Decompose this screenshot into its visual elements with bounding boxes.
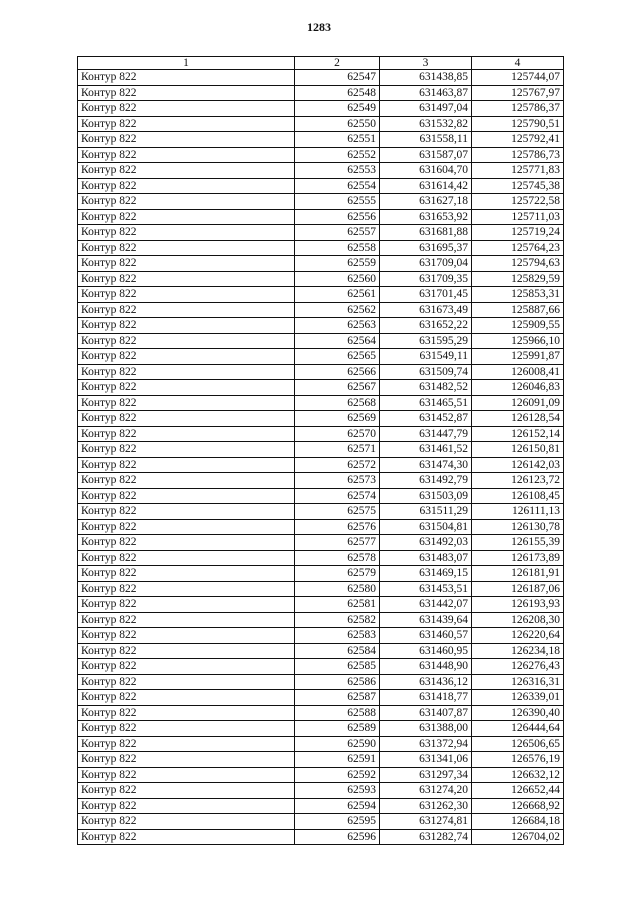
point-number-cell: 62557 — [295, 225, 380, 241]
contour-name-cell: Контур 822 — [78, 225, 295, 241]
x-coordinate-cell: 631341,06 — [380, 752, 472, 768]
x-coordinate-cell: 631469,15 — [380, 566, 472, 582]
contour-name-cell: Контур 822 — [78, 721, 295, 737]
table-row — [78, 163, 564, 179]
y-coordinate-cell: 126123,72 — [472, 473, 564, 489]
table-row — [78, 535, 564, 551]
y-coordinate-cell: 126142,03 — [472, 457, 564, 473]
contour-name-cell: Контур 822 — [78, 194, 295, 210]
point-number-cell: 62562 — [295, 302, 380, 318]
contour-name-cell: Контур 822 — [78, 473, 295, 489]
point-number-cell: 62572 — [295, 457, 380, 473]
x-coordinate-cell: 631497,04 — [380, 101, 472, 117]
y-coordinate-cell: 125786,37 — [472, 101, 564, 117]
point-number-cell: 62587 — [295, 690, 380, 706]
y-coordinate-cell: 126220,64 — [472, 628, 564, 644]
point-number-cell: 62582 — [295, 612, 380, 628]
y-coordinate-cell: 126173,89 — [472, 550, 564, 566]
point-number-cell: 62549 — [295, 101, 380, 117]
y-coordinate-cell: 125792,41 — [472, 132, 564, 148]
table-row — [78, 488, 564, 504]
point-number-cell: 62551 — [295, 132, 380, 148]
point-number-cell: 62586 — [295, 674, 380, 690]
point-number-cell: 62573 — [295, 473, 380, 489]
x-coordinate-cell: 631482,52 — [380, 380, 472, 396]
point-number-cell: 62555 — [295, 194, 380, 210]
table-row — [78, 209, 564, 225]
contour-name-cell: Контур 822 — [78, 101, 295, 117]
point-number-cell: 62595 — [295, 814, 380, 830]
point-number-cell: 62580 — [295, 581, 380, 597]
contour-name-cell: Контур 822 — [78, 535, 295, 551]
contour-name-cell: Контур 822 — [78, 814, 295, 830]
point-number-cell: 62556 — [295, 209, 380, 225]
table-row — [78, 752, 564, 768]
contour-name-cell: Контур 822 — [78, 349, 295, 365]
point-number-cell: 62584 — [295, 643, 380, 659]
contour-name-cell: Контур 822 — [78, 411, 295, 427]
contour-name-cell: Контур 822 — [78, 395, 295, 411]
contour-name-cell: Контур 822 — [78, 426, 295, 442]
column-header-2: 2 — [295, 57, 380, 70]
y-coordinate-cell: 126111,13 — [472, 504, 564, 520]
contour-name-cell: Контур 822 — [78, 488, 295, 504]
y-coordinate-cell: 125909,55 — [472, 318, 564, 334]
point-number-cell: 62553 — [295, 163, 380, 179]
y-coordinate-cell: 125966,10 — [472, 333, 564, 349]
contour-name-cell: Контур 822 — [78, 271, 295, 287]
y-coordinate-cell: 125853,31 — [472, 287, 564, 303]
contour-name-cell: Контур 822 — [78, 442, 295, 458]
table-row — [78, 581, 564, 597]
contour-name-cell: Контур 822 — [78, 597, 295, 613]
contour-name-cell: Контур 822 — [78, 829, 295, 845]
contour-name-cell: Контур 822 — [78, 581, 295, 597]
x-coordinate-cell: 631709,04 — [380, 256, 472, 272]
table-row — [78, 70, 564, 86]
x-coordinate-cell: 631442,07 — [380, 597, 472, 613]
y-coordinate-cell: 126234,18 — [472, 643, 564, 659]
table-row — [78, 442, 564, 458]
table-row — [78, 612, 564, 628]
table-row — [78, 194, 564, 210]
table-row — [78, 333, 564, 349]
contour-name-cell: Контур 822 — [78, 287, 295, 303]
table-row — [78, 287, 564, 303]
y-coordinate-cell: 126632,12 — [472, 767, 564, 783]
y-coordinate-cell: 126181,91 — [472, 566, 564, 582]
contour-name-cell: Контур 822 — [78, 147, 295, 163]
point-number-cell: 62581 — [295, 597, 380, 613]
table-row — [78, 628, 564, 644]
point-number-cell: 62568 — [295, 395, 380, 411]
x-coordinate-cell: 631652,22 — [380, 318, 472, 334]
point-number-cell: 62578 — [295, 550, 380, 566]
contour-name-cell: Контур 822 — [78, 364, 295, 380]
x-coordinate-cell: 631438,85 — [380, 70, 472, 86]
y-coordinate-cell: 125829,59 — [472, 271, 564, 287]
x-coordinate-cell: 631653,92 — [380, 209, 472, 225]
contour-name-cell: Контур 822 — [78, 690, 295, 706]
x-coordinate-cell: 631614,42 — [380, 178, 472, 194]
x-coordinate-cell: 631695,37 — [380, 240, 472, 256]
table-row — [78, 395, 564, 411]
table-row — [78, 814, 564, 830]
x-coordinate-cell: 631372,94 — [380, 736, 472, 752]
table-row — [78, 349, 564, 365]
table-row — [78, 643, 564, 659]
point-number-cell: 62571 — [295, 442, 380, 458]
table-body — [78, 70, 564, 845]
table-row — [78, 566, 564, 582]
table-row — [78, 829, 564, 845]
x-coordinate-cell: 631558,11 — [380, 132, 472, 148]
point-number-cell: 62579 — [295, 566, 380, 582]
contour-name-cell: Контур 822 — [78, 783, 295, 799]
point-number-cell: 62564 — [295, 333, 380, 349]
table-row — [78, 798, 564, 814]
table-row — [78, 101, 564, 117]
y-coordinate-cell: 126506,65 — [472, 736, 564, 752]
x-coordinate-cell: 631511,29 — [380, 504, 472, 520]
table-row — [78, 473, 564, 489]
y-coordinate-cell: 126155,39 — [472, 535, 564, 551]
point-number-cell: 62591 — [295, 752, 380, 768]
point-number-cell: 62547 — [295, 70, 380, 86]
point-number-cell: 62576 — [295, 519, 380, 535]
point-number-cell: 62569 — [295, 411, 380, 427]
table-row — [78, 426, 564, 442]
x-coordinate-cell: 631453,51 — [380, 581, 472, 597]
y-coordinate-cell: 126444,64 — [472, 721, 564, 737]
contour-name-cell: Контур 822 — [78, 333, 295, 349]
contour-name-cell: Контур 822 — [78, 163, 295, 179]
table-row — [78, 659, 564, 675]
contour-name-cell: Контур 822 — [78, 256, 295, 272]
table-row — [78, 597, 564, 613]
table-row — [78, 302, 564, 318]
table-row — [78, 783, 564, 799]
x-coordinate-cell: 631407,87 — [380, 705, 472, 721]
point-number-cell: 62594 — [295, 798, 380, 814]
y-coordinate-cell: 126668,92 — [472, 798, 564, 814]
contour-name-cell: Контур 822 — [78, 752, 295, 768]
y-coordinate-cell: 125771,83 — [472, 163, 564, 179]
x-coordinate-cell: 631532,82 — [380, 116, 472, 132]
y-coordinate-cell: 126008,41 — [472, 364, 564, 380]
contour-name-cell: Контур 822 — [78, 798, 295, 814]
point-number-cell: 62558 — [295, 240, 380, 256]
x-coordinate-cell: 631465,51 — [380, 395, 472, 411]
table-row — [78, 85, 564, 101]
x-coordinate-cell: 631604,70 — [380, 163, 472, 179]
x-coordinate-cell: 631274,81 — [380, 814, 472, 830]
y-coordinate-cell: 126684,18 — [472, 814, 564, 830]
table-row — [78, 457, 564, 473]
x-coordinate-cell: 631673,49 — [380, 302, 472, 318]
x-coordinate-cell: 631447,79 — [380, 426, 472, 442]
y-coordinate-cell: 126208,30 — [472, 612, 564, 628]
contour-name-cell: Контур 822 — [78, 519, 295, 535]
contour-name-cell: Контур 822 — [78, 457, 295, 473]
table-row — [78, 256, 564, 272]
table-row — [78, 364, 564, 380]
table-row — [78, 132, 564, 148]
x-coordinate-cell: 631492,79 — [380, 473, 472, 489]
y-coordinate-cell: 125767,97 — [472, 85, 564, 101]
y-coordinate-cell: 125745,38 — [472, 178, 564, 194]
y-coordinate-cell: 126130,78 — [472, 519, 564, 535]
point-number-cell: 62583 — [295, 628, 380, 644]
point-number-cell: 62565 — [295, 349, 380, 365]
x-coordinate-cell: 631587,07 — [380, 147, 472, 163]
contour-name-cell: Контур 822 — [78, 504, 295, 520]
point-number-cell: 62585 — [295, 659, 380, 675]
y-coordinate-cell: 125744,07 — [472, 70, 564, 86]
y-coordinate-cell: 125722,58 — [472, 194, 564, 210]
x-coordinate-cell: 631461,52 — [380, 442, 472, 458]
contour-name-cell: Контур 822 — [78, 628, 295, 644]
table-row — [78, 705, 564, 721]
x-coordinate-cell: 631474,30 — [380, 457, 472, 473]
y-coordinate-cell: 125790,51 — [472, 116, 564, 132]
x-coordinate-cell: 631297,34 — [380, 767, 472, 783]
table-row — [78, 550, 564, 566]
contour-name-cell: Контур 822 — [78, 240, 295, 256]
y-coordinate-cell: 125719,24 — [472, 225, 564, 241]
contour-name-cell: Контур 822 — [78, 736, 295, 752]
x-coordinate-cell: 631483,07 — [380, 550, 472, 566]
point-number-cell: 62554 — [295, 178, 380, 194]
x-coordinate-cell: 631262,30 — [380, 798, 472, 814]
point-number-cell: 62563 — [295, 318, 380, 334]
table-row — [78, 519, 564, 535]
y-coordinate-cell: 126091,09 — [472, 395, 564, 411]
x-coordinate-cell: 631509,74 — [380, 364, 472, 380]
contour-name-cell: Контур 822 — [78, 85, 295, 101]
column-header-1: 1 — [78, 57, 295, 70]
table-row — [78, 271, 564, 287]
y-coordinate-cell: 126187,06 — [472, 581, 564, 597]
x-coordinate-cell: 631388,00 — [380, 721, 472, 737]
y-coordinate-cell: 126108,45 — [472, 488, 564, 504]
point-number-cell: 62574 — [295, 488, 380, 504]
y-coordinate-cell: 125711,03 — [472, 209, 564, 225]
table-row — [78, 225, 564, 241]
contour-name-cell: Контур 822 — [78, 116, 295, 132]
x-coordinate-cell: 631709,35 — [380, 271, 472, 287]
x-coordinate-cell: 631439,64 — [380, 612, 472, 628]
point-number-cell: 62560 — [295, 271, 380, 287]
x-coordinate-cell: 631418,77 — [380, 690, 472, 706]
contour-name-cell: Контур 822 — [78, 550, 295, 566]
x-coordinate-cell: 631436,12 — [380, 674, 472, 690]
contour-name-cell: Контур 822 — [78, 566, 295, 582]
y-coordinate-cell: 126046,83 — [472, 380, 564, 396]
table-row — [78, 178, 564, 194]
table-row — [78, 767, 564, 783]
table-row — [78, 504, 564, 520]
point-number-cell: 62592 — [295, 767, 380, 783]
y-coordinate-cell: 126316,31 — [472, 674, 564, 690]
y-coordinate-cell: 126193,93 — [472, 597, 564, 613]
contour-name-cell: Контур 822 — [78, 70, 295, 86]
contour-name-cell: Контур 822 — [78, 612, 295, 628]
column-header-4: 4 — [472, 57, 564, 70]
point-number-cell: 62550 — [295, 116, 380, 132]
x-coordinate-cell: 631701,45 — [380, 287, 472, 303]
y-coordinate-cell: 125786,73 — [472, 147, 564, 163]
contour-name-cell: Контур 822 — [78, 132, 295, 148]
table-row — [78, 411, 564, 427]
table-row — [78, 721, 564, 737]
y-coordinate-cell: 125794,63 — [472, 256, 564, 272]
table-row — [78, 674, 564, 690]
column-header-3: 3 — [380, 57, 472, 70]
x-coordinate-cell: 631460,57 — [380, 628, 472, 644]
table-row — [78, 318, 564, 334]
page-number: 1283 — [307, 20, 331, 34]
contour-name-cell: Контур 822 — [78, 767, 295, 783]
x-coordinate-cell: 631595,29 — [380, 333, 472, 349]
coordinates-table — [77, 56, 564, 845]
y-coordinate-cell: 126150,81 — [472, 442, 564, 458]
table-row — [78, 147, 564, 163]
contour-name-cell: Контур 822 — [78, 209, 295, 225]
x-coordinate-cell: 631492,03 — [380, 535, 472, 551]
x-coordinate-cell: 631549,11 — [380, 349, 472, 365]
y-coordinate-cell: 125887,66 — [472, 302, 564, 318]
point-number-cell: 62559 — [295, 256, 380, 272]
point-number-cell: 62596 — [295, 829, 380, 845]
x-coordinate-cell: 631460,95 — [380, 643, 472, 659]
point-number-cell: 62548 — [295, 85, 380, 101]
y-coordinate-cell: 126276,43 — [472, 659, 564, 675]
point-number-cell: 62575 — [295, 504, 380, 520]
table-row — [78, 380, 564, 396]
x-coordinate-cell: 631627,18 — [380, 194, 472, 210]
point-number-cell: 62561 — [295, 287, 380, 303]
point-number-cell: 62566 — [295, 364, 380, 380]
x-coordinate-cell: 631504,81 — [380, 519, 472, 535]
contour-name-cell: Контур 822 — [78, 674, 295, 690]
contour-name-cell: Контур 822 — [78, 178, 295, 194]
y-coordinate-cell: 126390,40 — [472, 705, 564, 721]
point-number-cell: 62577 — [295, 535, 380, 551]
table-row — [78, 240, 564, 256]
x-coordinate-cell: 631274,20 — [380, 783, 472, 799]
y-coordinate-cell: 126128,54 — [472, 411, 564, 427]
y-coordinate-cell: 126704,02 — [472, 829, 564, 845]
point-number-cell: 62552 — [295, 147, 380, 163]
table-header-row — [78, 57, 564, 70]
x-coordinate-cell: 631448,90 — [380, 659, 472, 675]
table-row — [78, 690, 564, 706]
y-coordinate-cell: 125764,23 — [472, 240, 564, 256]
y-coordinate-cell: 125991,87 — [472, 349, 564, 365]
y-coordinate-cell: 126576,19 — [472, 752, 564, 768]
contour-name-cell: Контур 822 — [78, 380, 295, 396]
x-coordinate-cell: 631681,88 — [380, 225, 472, 241]
contour-name-cell: Контур 822 — [78, 318, 295, 334]
point-number-cell: 62590 — [295, 736, 380, 752]
x-coordinate-cell: 631282,74 — [380, 829, 472, 845]
x-coordinate-cell: 631463,87 — [380, 85, 472, 101]
point-number-cell: 62588 — [295, 705, 380, 721]
point-number-cell: 62593 — [295, 783, 380, 799]
y-coordinate-cell: 126152,14 — [472, 426, 564, 442]
point-number-cell: 62567 — [295, 380, 380, 396]
x-coordinate-cell: 631503,09 — [380, 488, 472, 504]
y-coordinate-cell: 126652,44 — [472, 783, 564, 799]
point-number-cell: 62589 — [295, 721, 380, 737]
contour-name-cell: Контур 822 — [78, 302, 295, 318]
table-row — [78, 736, 564, 752]
contour-name-cell: Контур 822 — [78, 705, 295, 721]
contour-name-cell: Контур 822 — [78, 643, 295, 659]
contour-name-cell: Контур 822 — [78, 659, 295, 675]
x-coordinate-cell: 631452,87 — [380, 411, 472, 427]
y-coordinate-cell: 126339,01 — [472, 690, 564, 706]
point-number-cell: 62570 — [295, 426, 380, 442]
table-row — [78, 116, 564, 132]
